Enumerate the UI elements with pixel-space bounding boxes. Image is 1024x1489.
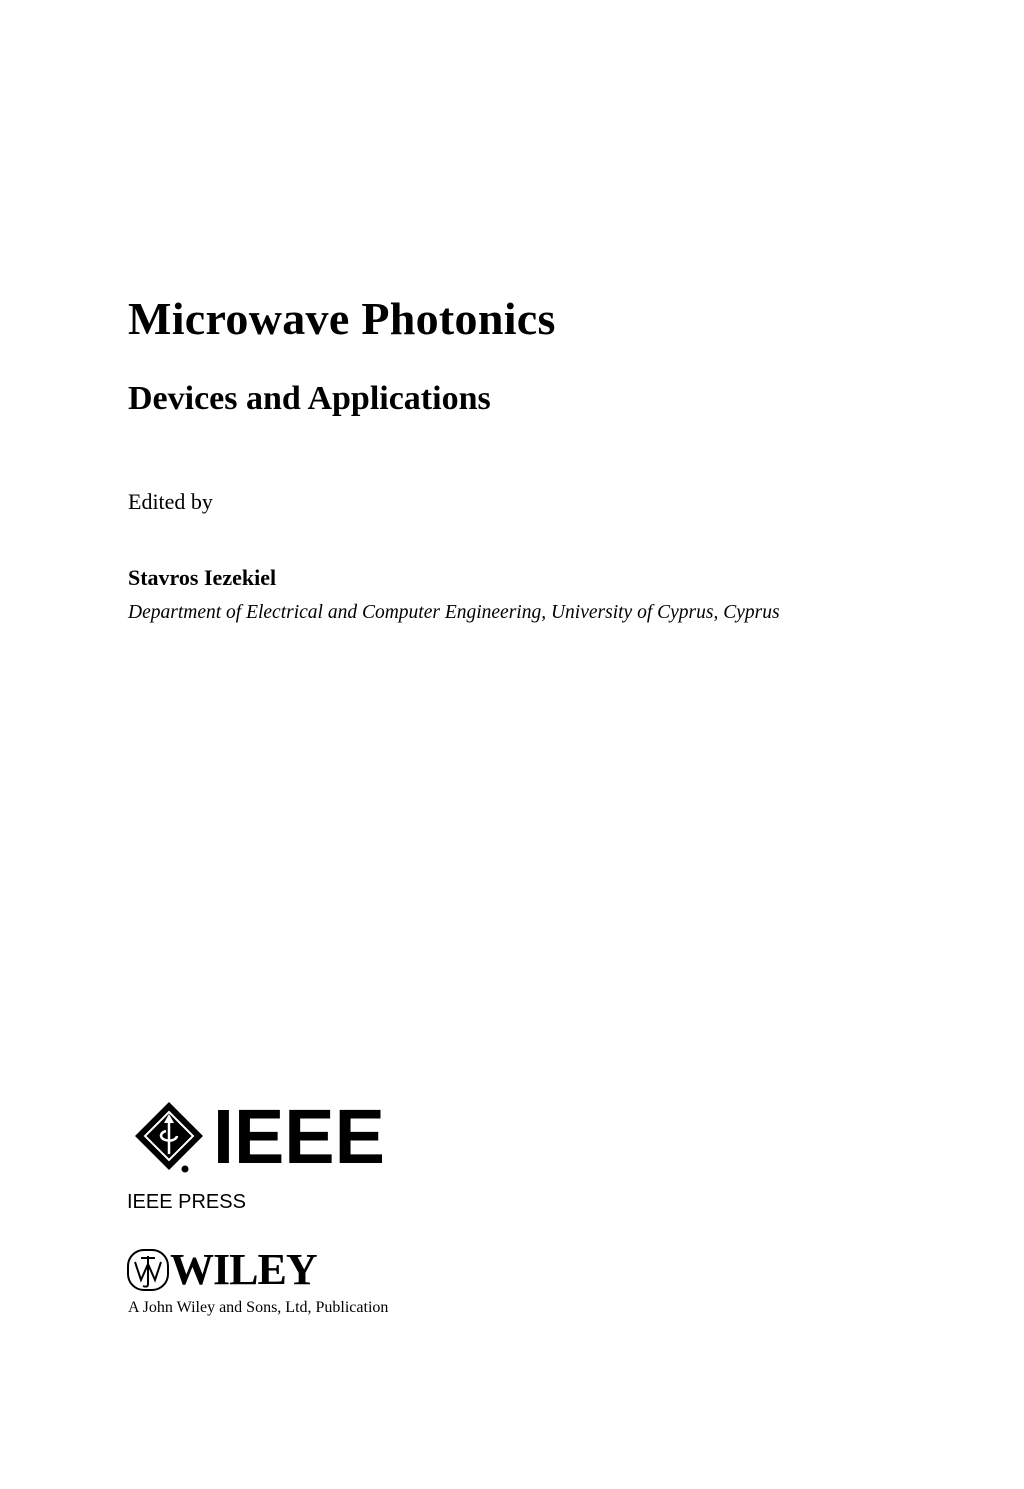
book-subtitle: Devices and Applications <box>128 380 491 417</box>
ieee-wordmark: IEEE <box>213 1094 385 1180</box>
wiley-wordmark: WILEY <box>170 1245 317 1294</box>
editor-affiliation: Department of Electrical and Computer Engineering, University of Cyprus, Cyprus <box>128 602 780 623</box>
edited-by-label: Edited by <box>128 489 213 514</box>
book-title: Microwave Photonics <box>128 293 556 344</box>
ieee-press-label: IEEE PRESS <box>127 1191 246 1213</box>
wiley-tagline: A John Wiley and Sons, Ltd, Publication <box>128 1299 389 1316</box>
editor-name: Stavros Iezekiel <box>128 565 277 590</box>
wiley-logo-icon <box>126 1248 170 1296</box>
ieee-diamond-logo-icon <box>133 1100 209 1180</box>
